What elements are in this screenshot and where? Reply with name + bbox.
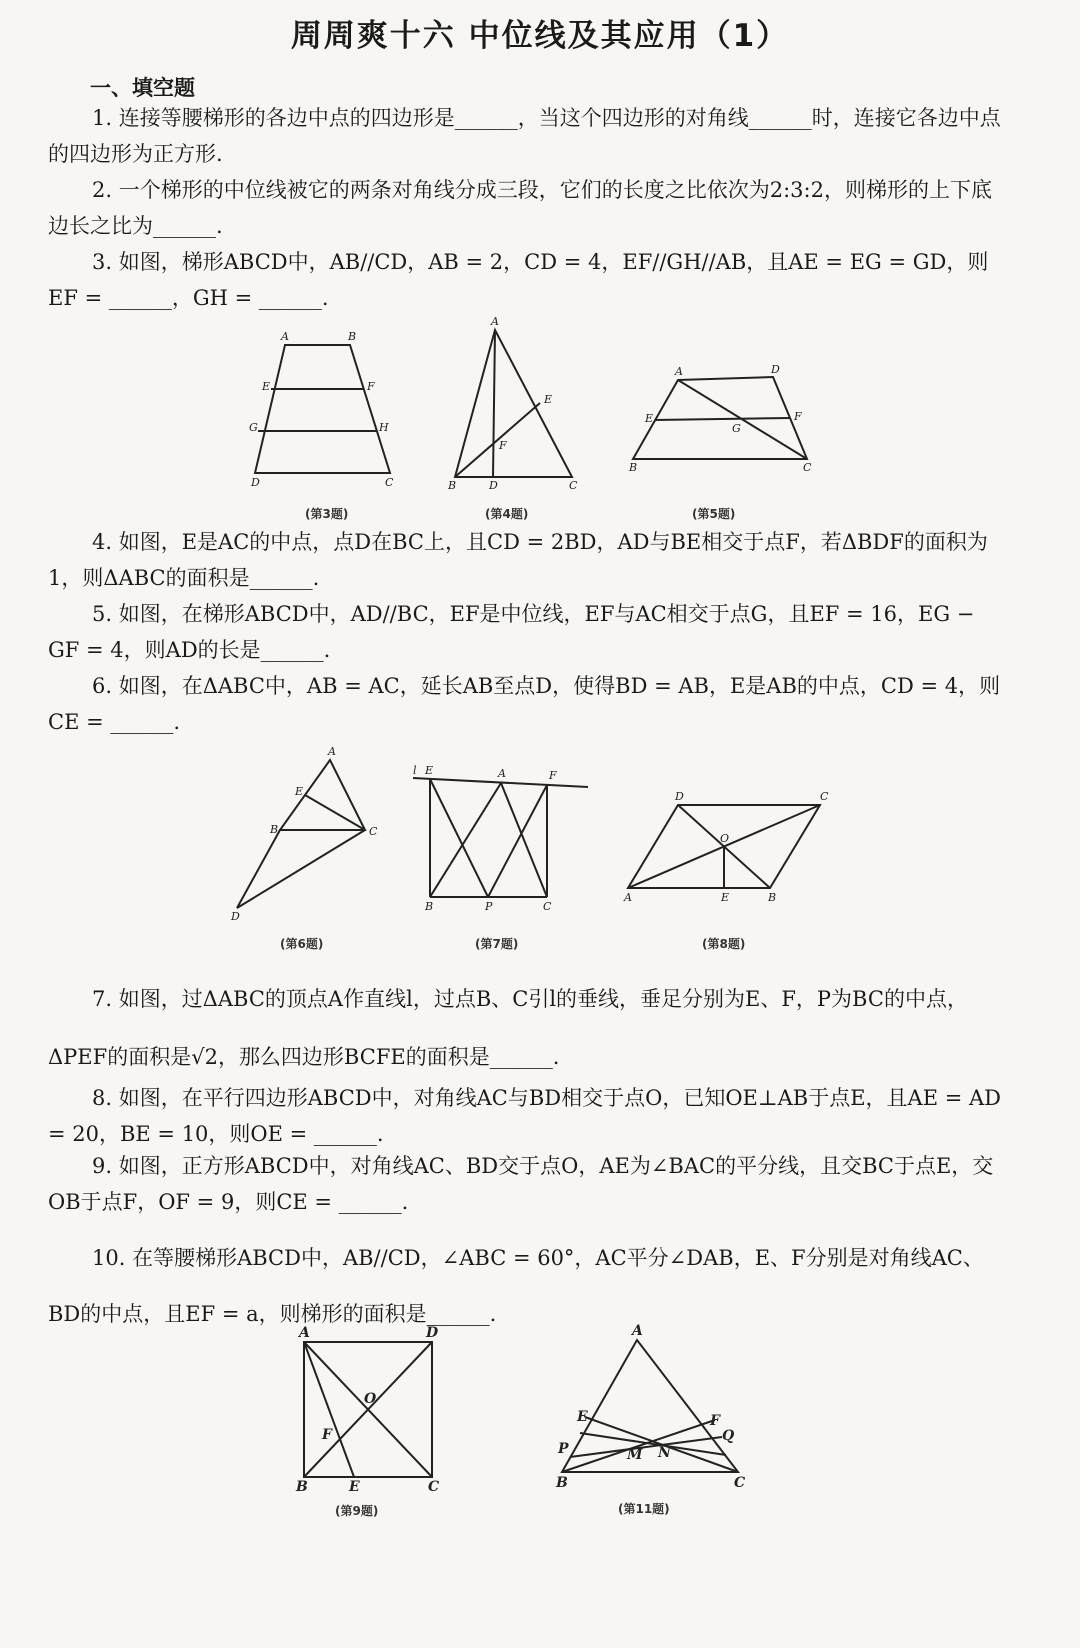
question-8: 8. 如图，在平行四边形ABCD中，对角线AC与BD相交于点O，已知OE⊥AB于点E，且AE = AD = 20，BE = 10，则OE = ______.: [48, 1086, 1001, 1146]
fig8-label-O: O: [720, 832, 730, 845]
fig3-label-C: C: [385, 476, 394, 489]
figure-11-triangle: [550, 1325, 750, 1495]
fig3-label-F: F: [367, 380, 375, 393]
question-5: 5. 如图，在梯形ABCD中，AD//BC，EF是中位线，EF与AC相交于点G，且EF = 16，EG − GF = 4，则AD的长是______.: [48, 602, 975, 662]
fig11-label-M: M: [627, 1447, 643, 1463]
fig4-label-E: E: [544, 393, 553, 406]
question-4: 4. 如图，E是AC的中点，点D在BC上，且CD = 2BD，AD与BE相交于点F，若ΔBDF的面积为1，则ΔABC的面积是______.: [48, 530, 988, 590]
caption-fig8: (第8题): [702, 937, 746, 951]
question-3: 3. 如图，梯形ABCD中，AB//CD，AB = 2，CD = 4，EF//GH//AB，且AE = EG = GD，则EF = ______，GH = ______.: [48, 250, 989, 310]
fig4-label-D: D: [489, 479, 498, 492]
fig3-label-H: H: [379, 421, 389, 434]
caption-fig7: (第7题): [475, 937, 519, 951]
fig7-label-A: A: [498, 767, 506, 780]
fig7-label-E: E: [425, 764, 434, 777]
question-10: 10. 在等腰梯形ABCD中，AB//CD，∠ABC = 60°，AC平分∠DAB，E、F分别是对角线AC、BD的中点，且EF = a，则梯形的面积是______.: [48, 1246, 984, 1326]
fig7-label-P: P: [485, 900, 493, 913]
figure-5-trapezoid: [625, 365, 825, 475]
caption-fig4: (第4题): [485, 507, 529, 521]
page-title: 周周爽十六 中位线及其应用（1）: [290, 18, 790, 54]
fig11-label-C: C: [734, 1475, 746, 1491]
fig11-label-Q: Q: [722, 1428, 735, 1444]
fig5-label-F: F: [794, 410, 802, 423]
fig8-label-A: A: [624, 891, 632, 904]
figure-8-parallelogram: [620, 790, 840, 915]
fig4-label-B: B: [448, 479, 457, 492]
fig3-label-E: E: [262, 380, 271, 393]
fig11-label-E: E: [577, 1409, 588, 1425]
question-9: 9. 如图，正方形ABCD中，对角线AC、BD交于点O，AE为∠BAC的平分线，且交BC于点E，交OB于点F，OF = 9，则CE = ______.: [48, 1154, 994, 1214]
fig6-label-E: E: [295, 785, 304, 798]
fig5-label-B: B: [629, 461, 638, 474]
question-2: 2. 一个梯形的中位线被它的两条对角线分成三段，它们的长度之比依次为2:3:2，则梯形的上下底边长之比为______.: [48, 178, 992, 238]
fig5-label-D: D: [771, 363, 780, 376]
fig9-label-C: C: [428, 1479, 440, 1495]
figure-9-square: [292, 1325, 452, 1495]
fig6-label-B: B: [270, 823, 279, 836]
fig3-label-D: D: [251, 476, 260, 489]
fig9-label-E: E: [349, 1479, 360, 1495]
section-heading: 一、填空题: [90, 76, 195, 100]
fig11-label-F: F: [710, 1413, 720, 1429]
fig4-label-A: A: [491, 315, 499, 328]
caption-fig5: (第5题): [692, 507, 736, 521]
caption-fig11: (第11题): [618, 1502, 670, 1516]
fig8-label-B: B: [768, 891, 777, 904]
fig6-label-D: D: [231, 910, 240, 923]
fig5-label-G: G: [732, 422, 741, 435]
fig6-label-A: A: [328, 745, 336, 758]
fig9-label-D: D: [426, 1325, 439, 1341]
fig3-label-G: G: [249, 421, 258, 434]
figure-4-triangle: [445, 315, 585, 495]
caption-fig3: (第3题): [305, 507, 349, 521]
figure-7-rectangle: [405, 765, 600, 920]
question-7: 7. 如图，过ΔABC的顶点A作直线l，过点B、C引l的垂线，垂足分别为E、F，P为BC的中点，ΔPEF的面积是√2，那么四边形BCFE的面积是______.: [48, 987, 968, 1069]
question-6: 6. 如图，在ΔABC中，AB = AC，延长AB至点D，使得BD = AB，E是AB的中点，CD = 4，则CE = ______.: [48, 674, 1001, 734]
fig6-label-C: C: [369, 825, 378, 838]
fig11-label-P: P: [558, 1441, 569, 1457]
fig7-label-F: F: [549, 769, 557, 782]
fig11-label-N: N: [658, 1445, 671, 1461]
fig11-label-A: A: [632, 1323, 643, 1339]
fig4-label-C: C: [569, 479, 578, 492]
fig7-label-l: l: [413, 764, 417, 777]
fig5-label-C: C: [803, 461, 812, 474]
fig9-label-F: F: [322, 1427, 332, 1443]
fig9-label-O: O: [364, 1391, 377, 1407]
caption-fig9: (第9题): [335, 1504, 379, 1518]
fig8-label-D: D: [675, 790, 684, 803]
fig3-label-B: B: [348, 330, 357, 343]
fig9-label-B: B: [296, 1479, 308, 1495]
fig4-label-F: F: [499, 439, 507, 452]
question-1: 1. 连接等腰梯形的各边中点的四边形是______，当这个四边形的对角线______时，连接它各边中点的四边形为正方形.: [48, 106, 1001, 166]
fig5-label-E: E: [645, 412, 654, 425]
fig8-label-E: E: [721, 891, 730, 904]
fig5-label-A: A: [675, 365, 683, 378]
fig7-label-B: B: [425, 900, 434, 913]
fig7-label-C: C: [543, 900, 552, 913]
fig8-label-C: C: [820, 790, 829, 803]
fig11-label-B: B: [556, 1475, 568, 1491]
fig3-label-A: A: [281, 330, 289, 343]
figure-3-trapezoid: [245, 330, 405, 490]
caption-fig6: (第6题): [280, 937, 324, 951]
figure-6-triangle: [225, 745, 385, 925]
fig9-label-A: A: [299, 1325, 310, 1341]
